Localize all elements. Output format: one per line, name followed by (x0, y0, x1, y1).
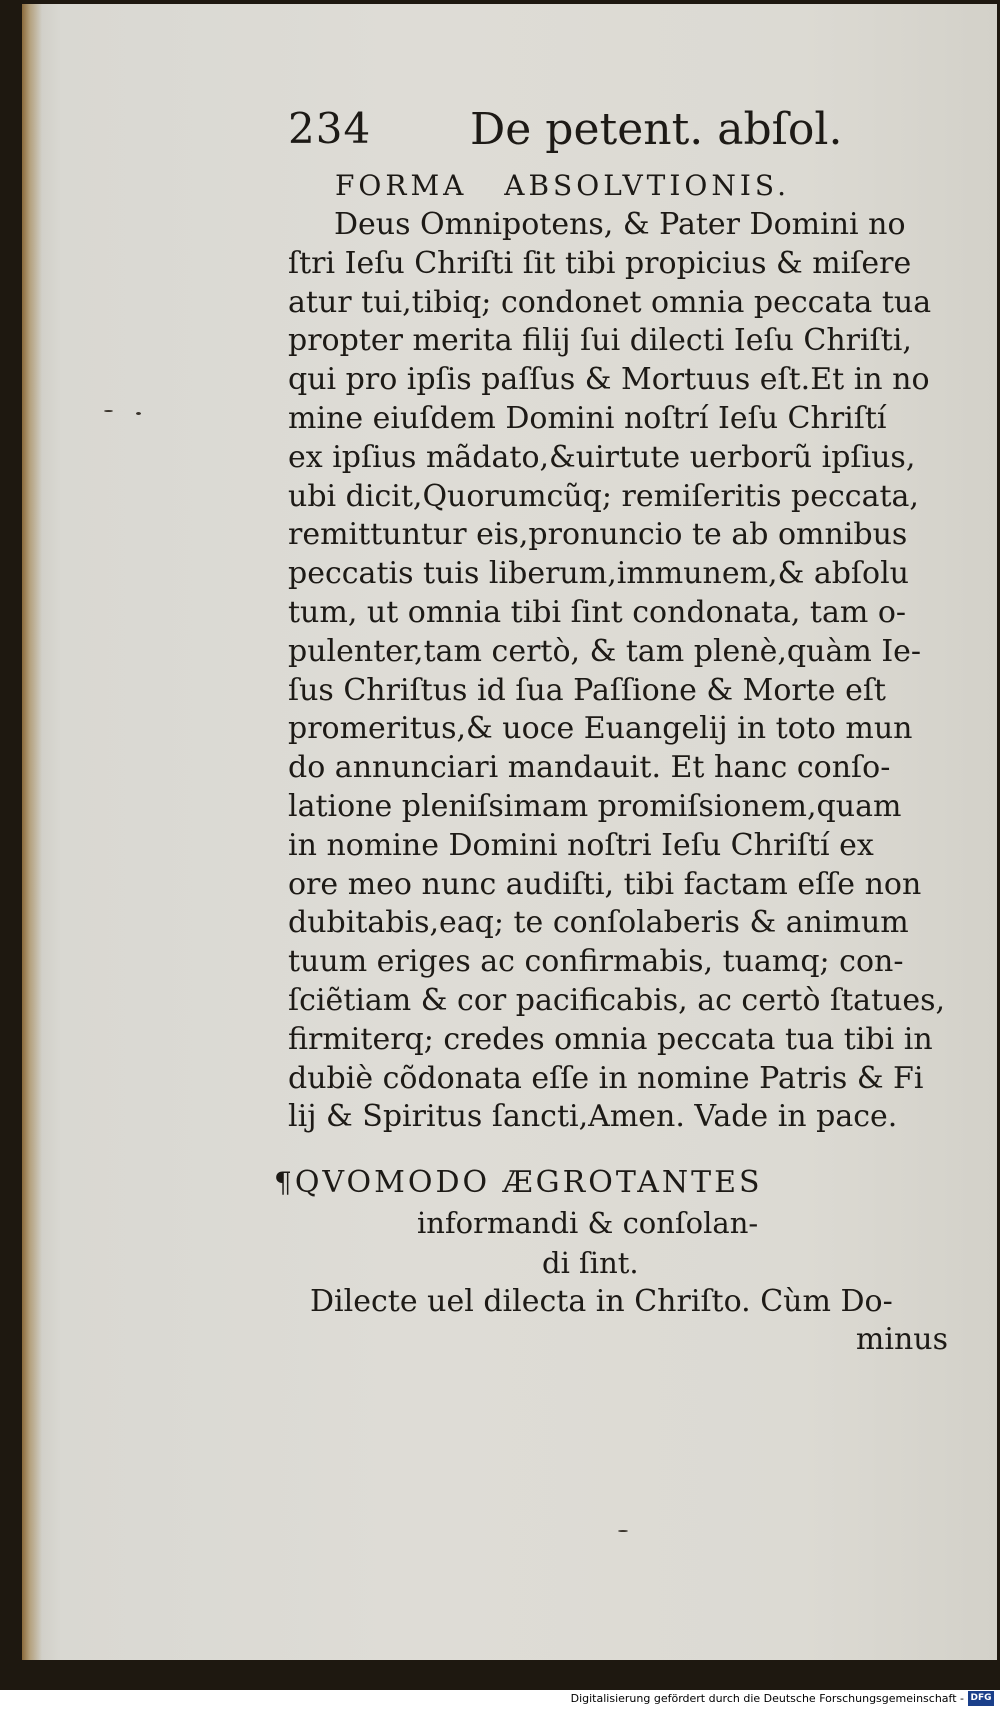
pilcrow-mark: ¶ (274, 1166, 295, 1200)
text-line: do annunciari mandauit. Et hanc conſo- (288, 750, 891, 786)
subsection-heading (274, 1163, 948, 1203)
page-header (288, 104, 948, 166)
subsection-heading-line-3: di ſint. (542, 1246, 639, 1281)
text-line: atur tui,tibiq; condonet omnia peccata tua (288, 284, 932, 320)
paper-speck (136, 412, 141, 415)
text-line: peccatis tuis liberum,immunem,& abſolu (288, 556, 910, 592)
text-line: ex ipſius mãdato,&uirtute uerborũ ipſius, (288, 439, 916, 475)
paper-speck (618, 1530, 628, 1532)
text-line: ſus Chriſtus id ſua Paſſione & Morte eſt (288, 672, 886, 708)
text-line: ſciẽtiam & cor pacificabis, ac certò ſtatues, (288, 982, 946, 1018)
footer-bar (0, 1690, 1000, 1710)
dfg-logo: DFG (968, 1691, 994, 1706)
text-line: propter merita filij ſui dilecti Ieſu Chriſti, (288, 323, 912, 359)
text-line: firmiterq; credes omnia peccata tua tibi in (288, 1021, 933, 1057)
text-line: Deus Omnipotens, & Pater Domini no (334, 207, 906, 242)
text-line: ore meo nunc audiſti, tibi factam eſſe non (288, 866, 922, 902)
text-line: remittuntur eis,pronuncio te ab omnibus (288, 517, 908, 553)
body-text (288, 206, 948, 1137)
text-line: tuum eriges ac confirmabis, tuamq; con- (288, 944, 904, 980)
subsection-heading-line-1: QVOMODO ÆGROTANTES (294, 1165, 763, 1201)
text-line: tum, ut omnia tibi ſint condonata, tam o- (288, 594, 907, 630)
catchword: minus (855, 1322, 948, 1358)
section-gap (288, 1137, 948, 1163)
page-gutter-edge (22, 4, 42, 1660)
text-line: latione pleniſsimam promiſsionem,quam (288, 788, 902, 824)
text-block (274, 104, 948, 1359)
text-line: promeritus,& uoce Euangelij in toto mun (288, 711, 913, 747)
footer-credit: Digitalisierung gefördert durch die Deutsche Forschungsgemeinschaft - (570, 1692, 964, 1705)
text-line: Dilecte uel dilecta in Chriſto. Cùm Do- (310, 1284, 893, 1320)
text-line: ubi dicit,Quorumcũq; remiſeritis peccata, (288, 478, 919, 514)
text-line: qui pro ipſis paſſus & Mortuus eſt.Et in no (288, 362, 930, 398)
paper-speck (104, 410, 113, 412)
section-heading: FORMA ABSOLVTIONIS. (335, 169, 791, 202)
subsection-heading-line-2: informandi & conſolan- (417, 1206, 759, 1241)
text-line: dubiè cõdonata eſſe in nomine Patris & Fi (288, 1060, 924, 1096)
text-line: mine eiuſdem Domini noſtrí Ieſu Chriſtí (288, 400, 887, 436)
text-line: ſtri Ieſu Chriſti ſit tibi propicius & miſere (288, 245, 912, 281)
page-number: 234 (288, 104, 372, 153)
text-line: dubitabis,eaq; te conſolaberis & animum (288, 905, 909, 941)
text-line: pulenter,tam certò, & tam plenè,quàm Ie- (288, 633, 922, 669)
text-line: lij & Spiritus ſancti,Amen. Vade in pace. (288, 1099, 898, 1135)
running-head: De petent. abſol. (470, 104, 843, 155)
text-line: in nomine Domini noſtri Ieſu Chriſtí ex (288, 827, 874, 863)
